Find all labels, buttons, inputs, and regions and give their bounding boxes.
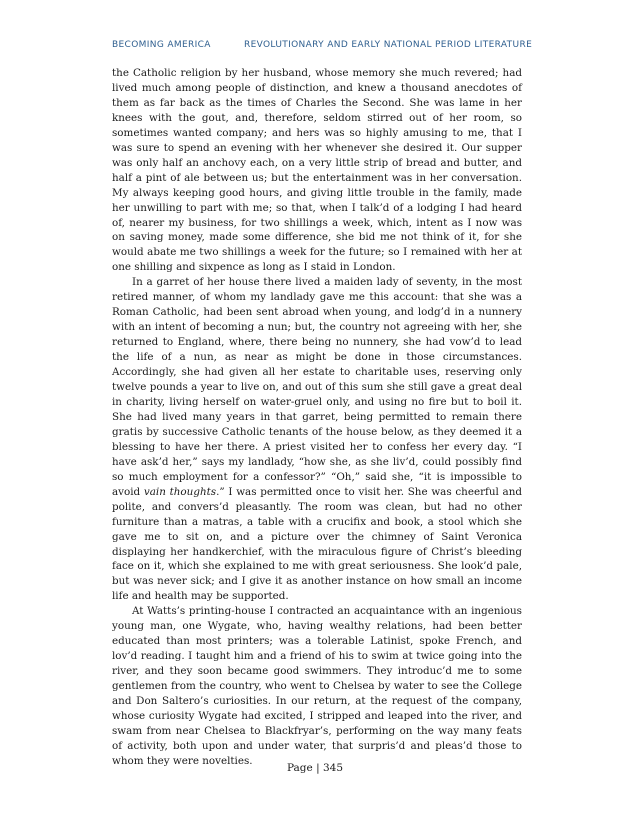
page-footer [0,762,630,774]
volume-title: REVOLUTIONARY AND EARLY NATIONAL PERIOD LITERATURE [244,40,533,50]
paragraph-3: At Watts’s printing-house I contracted an acquaintance with an ingenious young man, one Wygate, who, having wealthy relations, had been better educated than most printers; was a tolerable Latinist, spoke French, and lov’d reading. I taught him and a friend of his to swim at twice going into the river, and they soon became good swimmers. They introduc’d me to some gentlemen from the country, who went to Chelsea by water to see the College and Don Saltero’s curiosities. In our return, at the request of the company, whose curiosity Wygate had excited, I stripped and leaped into the river, and swam from near Chelsea to Blackfryar’s, performing on the way many feats of activity, both upon and under water, that surpris’d and pleas’d those to whom they were novelties. [112,605,522,767]
running-header [112,40,533,50]
page-number: 345 [322,762,344,774]
series-title: BECOMING AMERICA [112,40,211,50]
page-separator: | [316,762,320,774]
paragraph-2-text-a: In a garret of her house there lived a maiden lady of seventy, in the most retired manner, of whom my landlady gave me this account: that she was a Roman Catholic, had been sent abroad when young, and lodg’d in a nunnery with an intent of becoming a nun; but, the country not agreeing with her, she returned to England, where, there being no nunnery, she had vow’d to lead the life of a nun, as near as might be done in those circumstances. Accordingly, she had given all her estate to charitable uses, reserving only twelve pounds a year to live on, and out of this sum she still gave a great deal in charity, living herself on water-gruel only, and using no fire but to boil it. She had lived many years in that garret, being permitted to remain there gratis by successive Catholic tenants of the house below, as they deemed it a blessing to have her there. A priest visited her to confess her every day. “I have ask’d her,” says my landlady, “how she, as she liv’d, could possibly find so much employment for a confessor?” “Oh,” said she, “it is impossible to avoid [112,276,522,498]
paragraph-1: the Catholic religion by her husband, whose memory she much revered; had lived much among people of distinction, and knew a thousand anecdotes of them as far back as the times of Charles the Second. She was lame in her knees with the gout, and, therefore, seldom stirred out of her room, so sometimes wanted company; and hers was so highly amusing to me, that I was sure to spend an evening with her whenever she desired it. Our supper was only half an anchovy each, on a very little strip of bread and butter, and half a pint of ale between us; but the entertainment was in her conversation. My always keeping good hours, and giving little trouble in the family, made her unwilling to part with me; so that, when I talk’d of a lodging I had heard of, nearer my business, for two shillings a week, which, intent as I now was on saving money, made some difference, she bid me not think of it, for she would abate me two shillings a week for the future; so I remained with her at one shilling and sixpence as long as I staid in London. [112,67,522,274]
paragraph-2-text-b: .” I was permitted once to visit her. She was cheerful and polite, and convers’d pleasantly. The room was clean, but had no other furniture than a matras, a table with a crucifix and book, a stool which she gave me to sit on, and a picture over the chimney of Saint Veronica displaying her handkerchief, with the miraculous figure of Christ’s bleeding face on it, which she explained to me with great seriousness. She look’d pale, but was never sick; and I give it as another instance on how small an income life and health may be supported. [112,485,522,603]
page-label: Page [286,762,313,774]
paragraph-2 [112,275,522,604]
paragraph-2-italic-phrase: vain thoughts [143,485,217,498]
body-text [112,66,522,769]
